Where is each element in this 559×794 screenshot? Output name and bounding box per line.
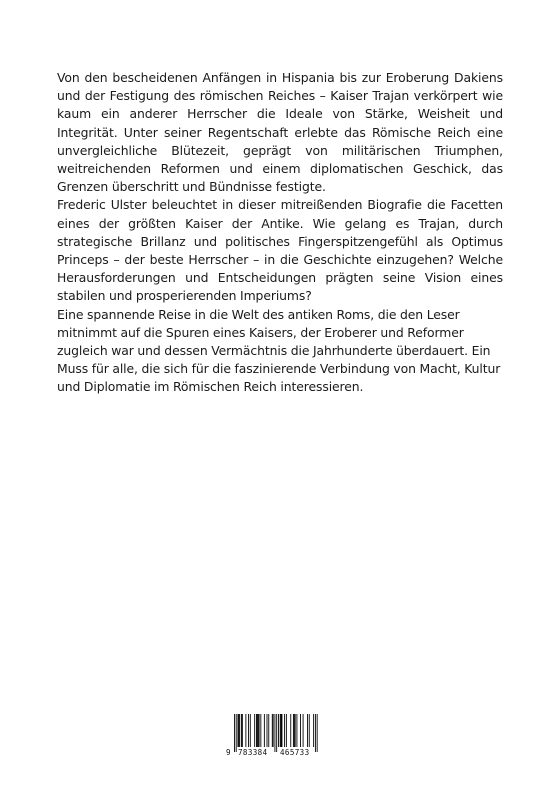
barcode-bar [264, 714, 265, 747]
barcode-bar [245, 714, 246, 747]
barcode-bar [234, 714, 235, 752]
isbn-barcode [226, 712, 324, 758]
barcode-bar [236, 714, 237, 752]
barcode-bar [294, 714, 295, 747]
barcode-bar [239, 714, 240, 747]
barcode-bar [268, 714, 269, 747]
barcode-first-digit: 9 [226, 748, 231, 757]
barcode-bar [258, 714, 259, 747]
blurb-paragraph-1: Von den bescheidenen Anfängen in Hispania bis zur Eroberung Dakiens und der Festigung des römischen Reiches – Kaiser Trajan verkörpert wie kaum ein anderer Herrscher die Ideale von Stärke, Weisheit und Integrität. Unter seiner Regentschaft erlebte das Römische Reich eine unvergleichliche Blütezeit, geprägt von militärischen Triumphen, weitreichenden Reformen und einem diplomatischen Geschick, das Grenzen überschritt und Bündnisse festigte. [57, 70, 503, 195]
barcode-bar [238, 714, 239, 747]
barcode-bar [257, 714, 258, 747]
barcode-bar [274, 714, 275, 752]
barcode-bar [290, 714, 291, 747]
barcode-bar [254, 714, 255, 747]
blurb-paragraph-2: Frederic Ulster beleuchtet in dieser mitreißenden Biografie die Facetten eines der größten Kaiser der Antike. Wie gelang es Trajan, durch strategische Brillanz und politisches Fingerspitzengefühl als Optimus Princeps – der beste Herrscher – in die Geschichte einzugehen? Welche Herausforderungen und Entscheidungen prägten seine Vision eines stabilen und prosperierenden Imperiums? [57, 197, 503, 304]
barcode-bar [293, 714, 294, 747]
barcode-bar [238, 714, 239, 747]
barcode-bar [267, 714, 268, 747]
barcode-bar [295, 714, 296, 747]
barcode-bar [276, 714, 277, 752]
barcode-bar [286, 714, 287, 747]
barcode-bar [317, 714, 318, 752]
barcode-bar [284, 714, 285, 747]
barcode-bar [272, 714, 273, 747]
barcode-bar [241, 714, 242, 747]
barcode-bar [309, 714, 310, 747]
barcode-bar [250, 714, 251, 747]
barcode-right-digits: 465733 [280, 748, 310, 757]
back-cover-blurb [57, 69, 503, 397]
barcode-bar [242, 714, 243, 747]
barcode-bar [260, 714, 261, 747]
barcode-bar [315, 714, 316, 752]
barcode-bar [278, 714, 279, 747]
barcode-bar [280, 714, 281, 747]
barcode-bar [307, 714, 308, 747]
barcode-bar [256, 714, 257, 747]
barcode-bar [296, 714, 297, 747]
barcode-bar [300, 714, 301, 747]
barcode-bar [281, 714, 282, 747]
barcode-bar [259, 714, 260, 747]
barcode-bar [282, 714, 283, 747]
barcode-bar [313, 714, 314, 747]
barcode-bar [303, 714, 304, 747]
barcode-bar [248, 714, 249, 747]
blurb-paragraph-3: Eine spannende Reise in die Welt des antiken Roms, die den Leser mitnimmt auf die Spuren eines Kaisers, der Eroberer und Reformer zugleich war und dessen Vermächtnis die Jahrhunderte überdauert. Ein Muss für alle, die sich für die faszinierende Verbindung von Macht, Kultur und Diplomatie im Römischen Reich interessieren. [57, 306, 501, 395]
barcode-left-digits: 783384 [238, 748, 268, 757]
barcode-bar [273, 714, 274, 747]
